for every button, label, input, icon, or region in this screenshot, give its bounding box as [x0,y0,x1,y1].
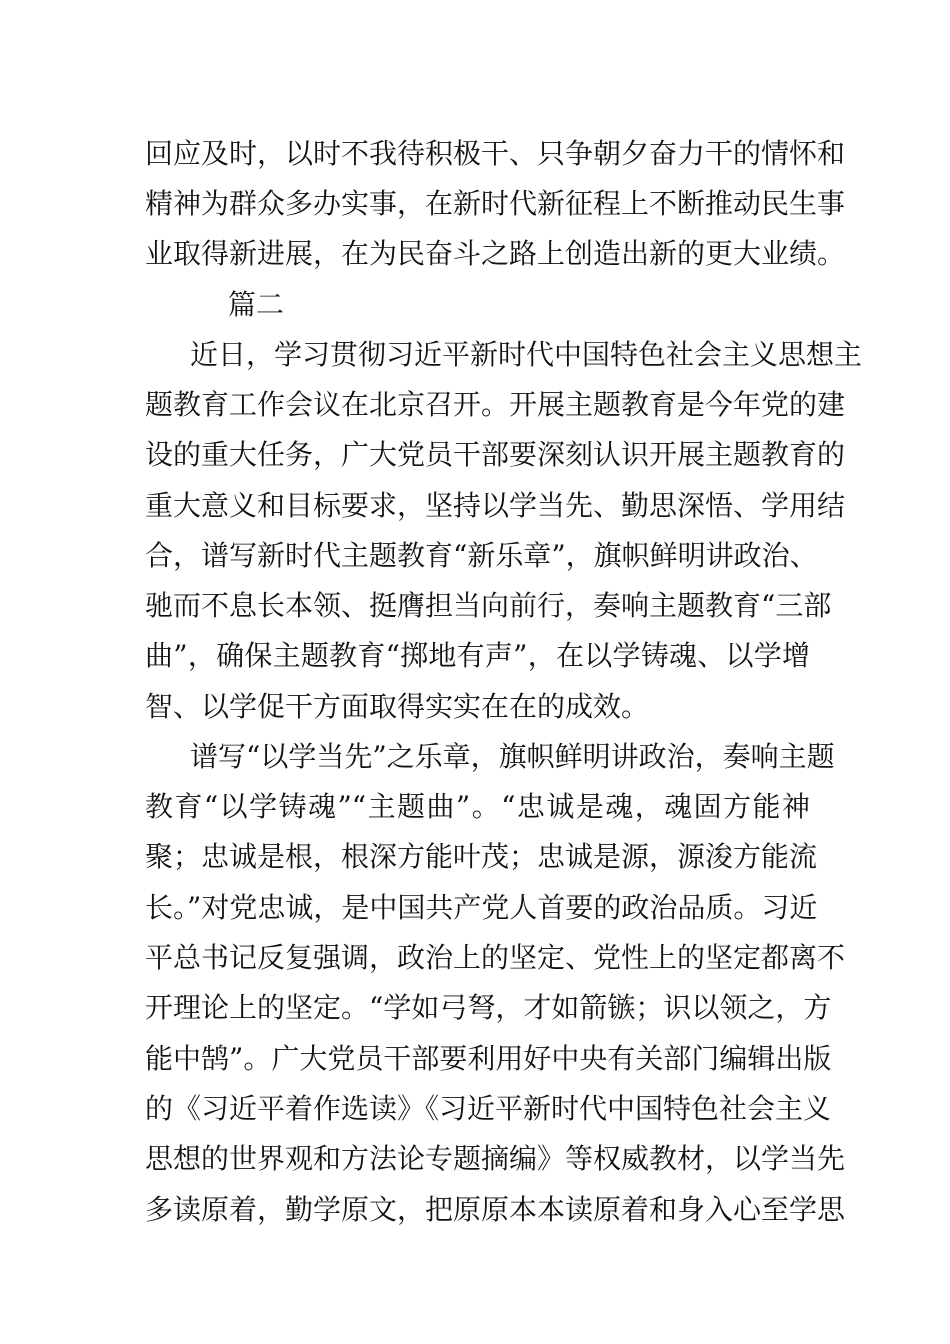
paragraph-line: 精神为群众多办实事，在新时代新征程上不断推动民生事 [145,187,846,220]
paragraph-line: 近日，学习贯彻习近平新时代中国特色社会主义思想主 [190,338,863,371]
paragraph-line: 曲”，确保主题教育“掷地有声”，在以学铸魂、以学增 [145,639,810,672]
paragraph-line: 智、以学促干方面取得实实在在的成效。 [145,690,650,723]
paragraph-line: 长。”对党忠诚，是中国共产党人首要的政治品质。习近 [145,891,818,924]
paragraph-line: 回应及时，以时不我待积极干、只争朝夕奋力干的情怀和 [145,137,846,170]
paragraph-line: 业取得新进展，在为民奋斗之路上创造出新的更大业绩。 [145,237,846,270]
paragraph-line: 思想的世界观和方法论专题摘编》等权威教材，以学当先 [145,1142,846,1175]
paragraph-line: 平总书记反复强调，政治上的坚定、党性上的坚定都离不 [145,941,846,974]
paragraph-line: 教育“以学铸魂”“主题曲”。“忠诚是魂，魂固方能神 [145,790,810,823]
paragraph-line: 聚；忠诚是根，根深方能叶茂；忠诚是源，源浚方能流 [145,840,818,873]
paragraph-line: 合，谱写新时代主题教育“新乐章”，旗帜鲜明讲政治、 [145,539,818,572]
paragraph-line: 开理论上的坚定。“学如弓弩，才如箭镞；识以领之，方 [145,991,832,1024]
paragraph-line: 重大意义和目标要求，坚持以学当先、勤思深悟、学用结 [145,489,846,522]
paragraph-line: 的《习近平着作选读》《习近平新时代中国特色社会主义 [145,1092,832,1125]
paragraph-line: 多读原着，勤学原文，把原原本本读原着和身入心至学思 [145,1193,846,1226]
paragraph-line: 能中鹄”。广大党员干部要利用好中央有关部门编辑出版 [145,1042,832,1075]
paragraph-line: 驰而不息长本领、挺膺担当向前行，奏响主题教育“三部 [145,589,832,622]
paragraph-line: 谱写“以学当先”之乐章，旗帜鲜明讲政治，奏响主题 [190,740,835,773]
section-heading: 篇二 [228,288,285,321]
paragraph-line: 题教育工作会议在北京召开。开展主题教育是今年党的建 [145,388,846,421]
paragraph-line: 设的重大任务，广大党员干部要深刻认识开展主题教育的 [145,438,846,471]
